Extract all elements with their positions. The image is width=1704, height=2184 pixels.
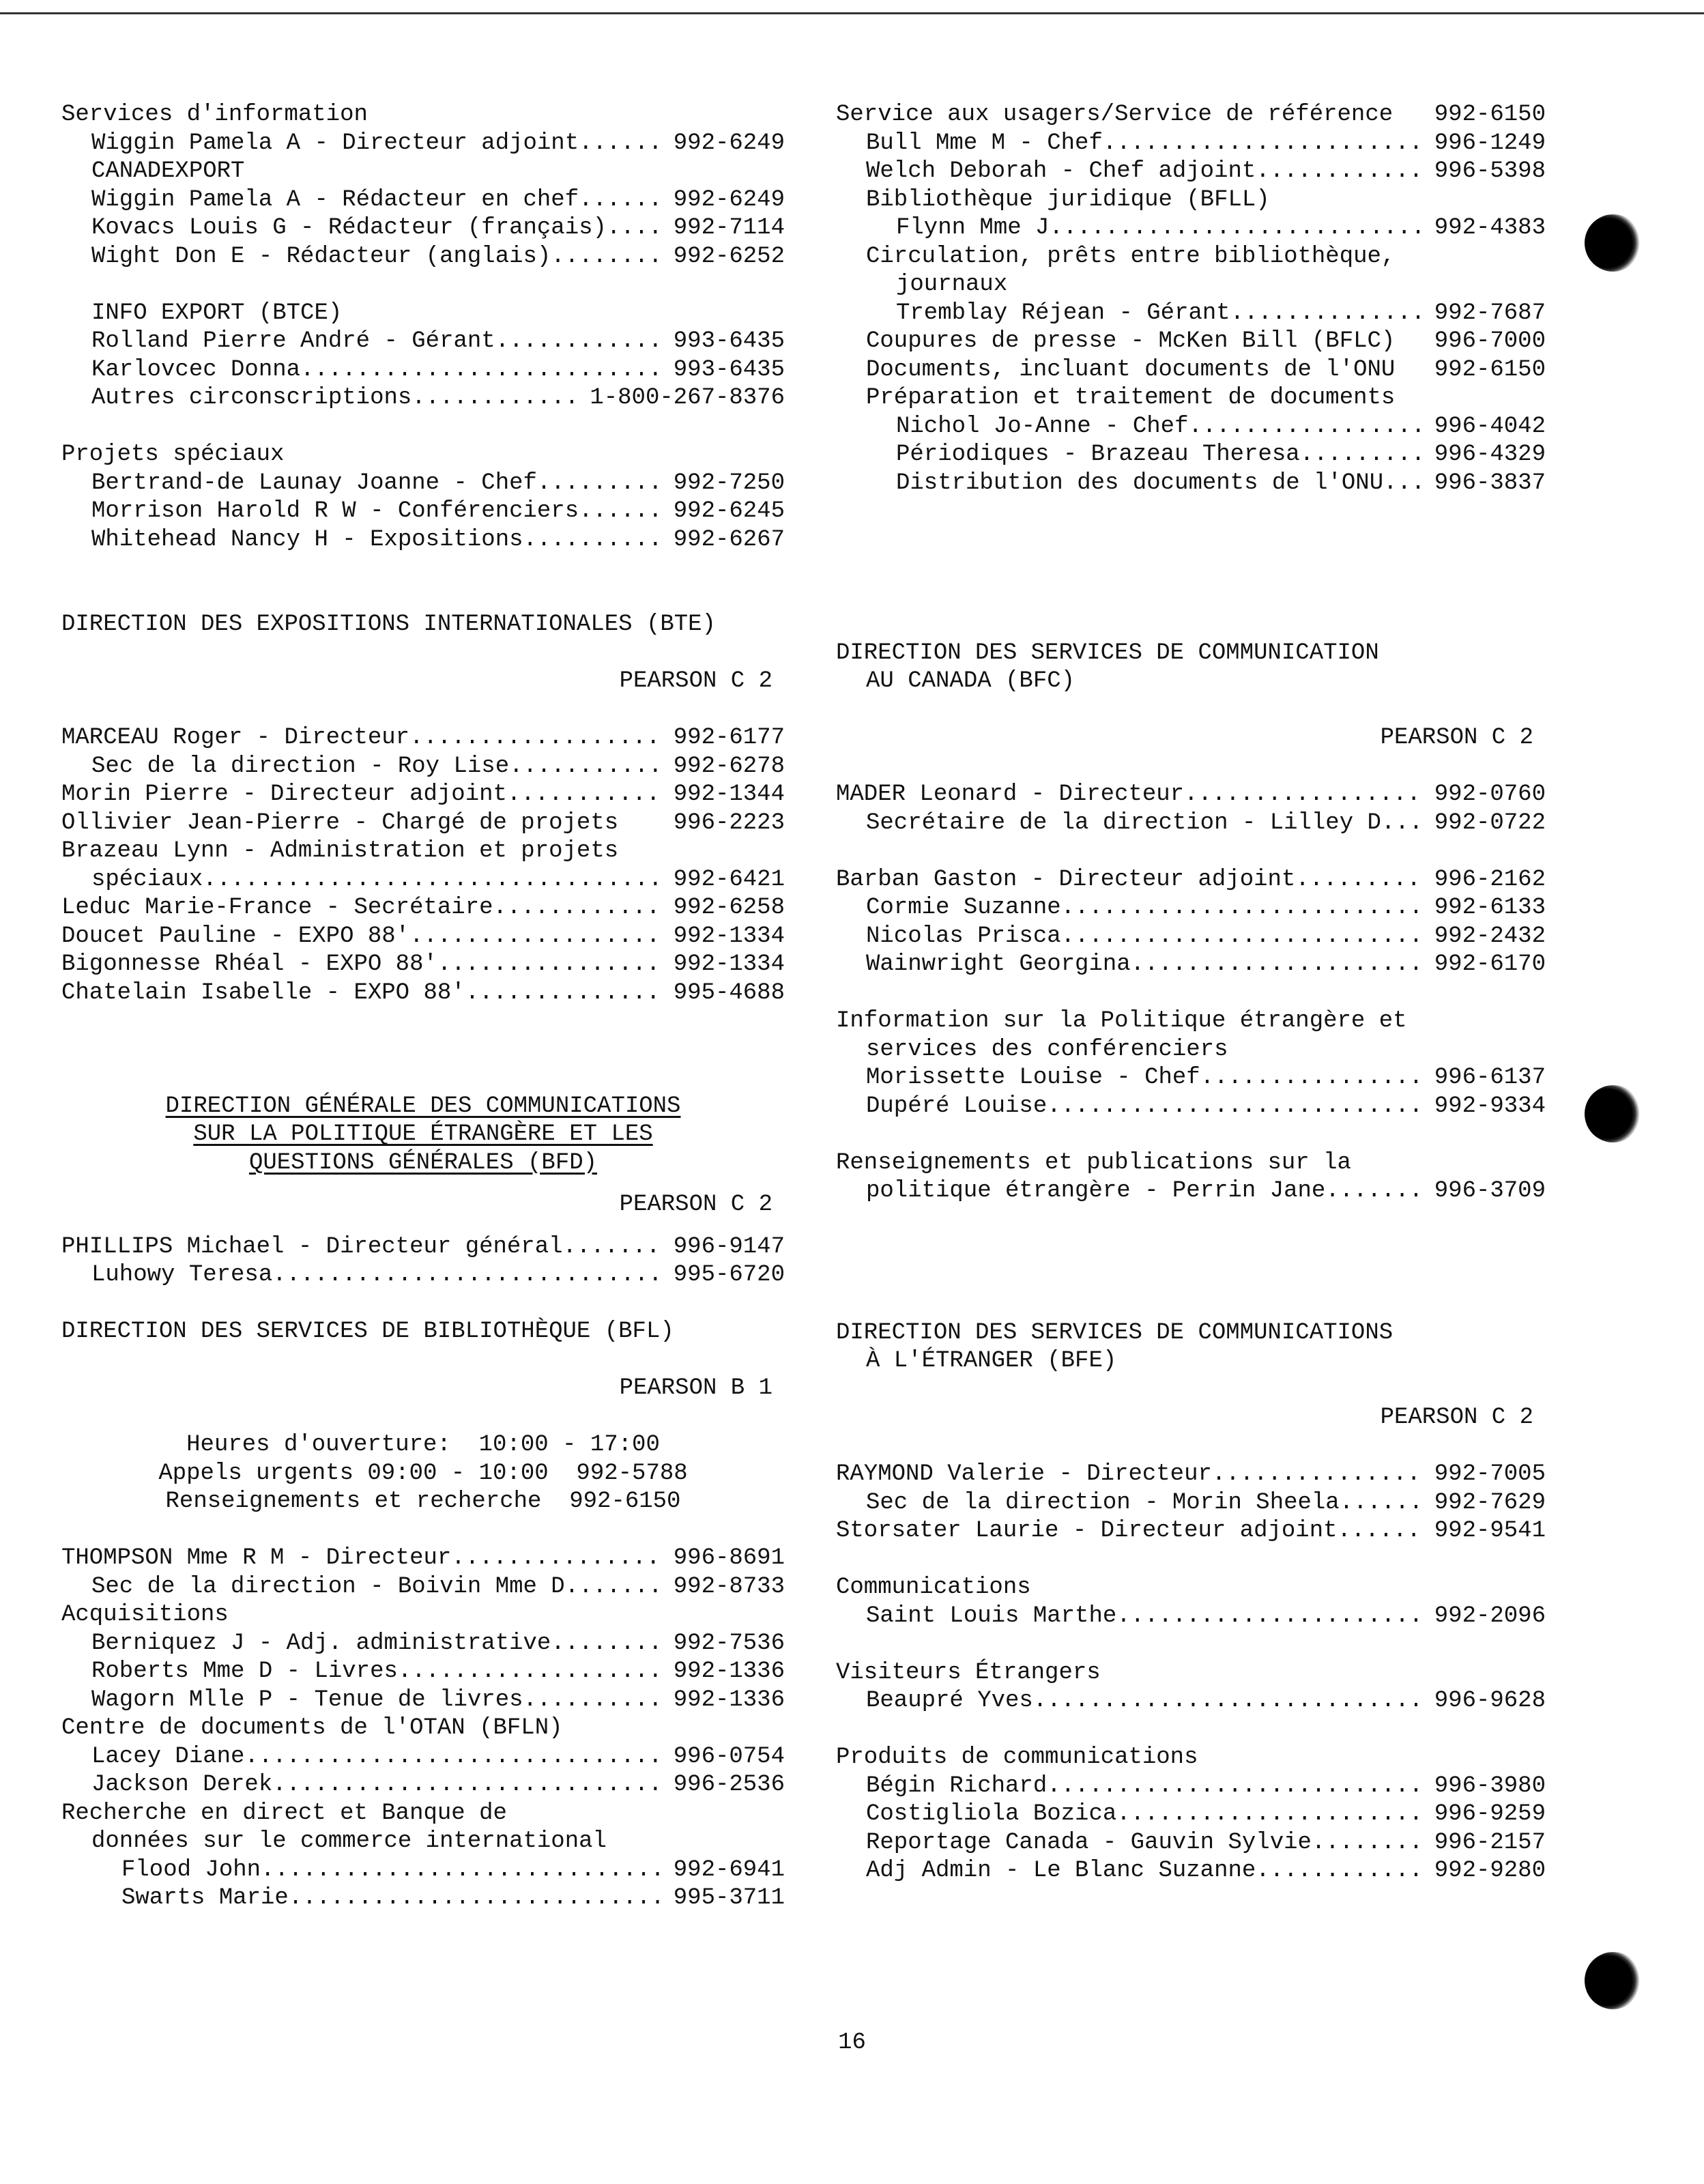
subsection-label: Circulation, prêts entre bibliothèque, — [866, 243, 1396, 270]
subsection-label: INFO EXPORT (BTCE) — [91, 300, 343, 326]
division-heading: DIRECTION DES SERVICES DE COMMUNICATION — [836, 640, 1379, 666]
directory-entry: Adj Admin - Le Blanc Suzanne ..... 992-9280 — [836, 1857, 1546, 1886]
subsection-label: Acquisitions — [61, 1602, 229, 1628]
directory-entry: Saint Louis Marthe ..... 992-2096 — [836, 1603, 1546, 1631]
directory-entry: Wiggin Pamela A - Directeur adjoint ..... 992-6249 — [61, 130, 785, 158]
subsection-label: journaux — [896, 272, 1008, 298]
directory-entry: Swarts Marie ..... 995-3711 — [61, 1884, 785, 1913]
subsection-label: Communications — [836, 1575, 1031, 1600]
directory-entry: RAYMOND Valerie - Directeur ..... 992-7005 — [836, 1461, 1546, 1489]
directory-entry: MARCEAU Roger - Directeur ..... 992-6177 — [61, 724, 785, 753]
subsection-label: Recherche en direct et Banque de — [61, 1800, 507, 1826]
directory-entry: Kovacs Louis G - Rédacteur (français) ..... 992-7114 — [61, 214, 785, 243]
directory-entry: Tremblay Réjean - Gérant ..... 992-7687 — [836, 300, 1546, 328]
top-rule — [0, 12, 1704, 14]
directory-entry: Sec de la direction - Roy Lise ..... 992-6278 — [61, 753, 785, 781]
section-heading: Projets spéciaux — [61, 442, 285, 468]
subsection-label: Visiteurs Étrangers — [836, 1659, 1101, 1686]
division-heading: SUR LA POLITIQUE ÉTRANGÈRE ET LES — [193, 1121, 653, 1147]
reference-text: Renseignements et recherche 992-6150 — [165, 1489, 681, 1514]
directory-entry: Karlovcec Donna ..... 993-6435 — [61, 356, 785, 385]
division-heading: DIRECTION DES SERVICES DE COMMUNICATIONS — [836, 1319, 1393, 1346]
building-label: PEARSON C 2 — [619, 668, 772, 694]
directory-entry: Autres circonscriptions ..... 1-800-267-8376 — [61, 384, 785, 413]
building-label: PEARSON C 2 — [619, 1192, 772, 1218]
directory-entry: Rolland Pierre André - Gérant ..... 993-6435 — [61, 328, 785, 356]
directory-entry: Documents, incluant documents de l'ONU 992-6150 — [866, 356, 1546, 383]
directory-entry: Roberts Mme D - Livres ..... 992-1336 — [61, 1658, 785, 1686]
directory-entry: Morissette Louise - Chef ..... 996-6137 — [836, 1064, 1546, 1093]
hours-text: Heures d'ouverture: 10:00 - 17:00 — [186, 1432, 660, 1458]
directory-entry: Doucet Pauline - EXPO 88' ..... 992-1334 — [61, 923, 785, 951]
right-column — [836, 101, 1546, 1886]
directory-entry: Wight Don E - Rédacteur (anglais) ..... 992-6252 — [61, 243, 785, 272]
directory-entry: Périodiques - Brazeau Theresa ..... 996-4329 — [836, 441, 1546, 470]
directory-entry: Barban Gaston - Directeur adjoint ..... 996-2162 — [836, 866, 1546, 895]
punch-hole — [1585, 1085, 1642, 1143]
directory-entry: Bégin Richard ..... 996-3980 — [836, 1772, 1546, 1801]
division-heading: DIRECTION DES SERVICES DE BIBLIOTHÈQUE (BFL) — [61, 1319, 674, 1345]
division-heading: DIRECTION GÉNÉRALE DES COMMUNICATIONS — [165, 1093, 681, 1119]
subsection-label: Produits de communications — [836, 1744, 1198, 1770]
directory-entry: Reportage Canada - Gauvin Sylvie ..... 996-2157 — [836, 1829, 1546, 1858]
directory-entry: Morin Pierre - Directeur adjoint ..... 992-1344 — [61, 781, 785, 809]
directory-entry: Flynn Mme J ..... 992-4383 — [836, 214, 1546, 243]
directory-entry: Wiggin Pamela A - Rédacteur en chef ..... 992-6249 — [61, 186, 785, 215]
subsection-label: Préparation et traitement de documents — [866, 385, 1396, 411]
directory-entry: Sec de la direction - Boivin Mme D ..... 992-8733 — [61, 1573, 785, 1602]
directory-entry: Nichol Jo-Anne - Chef ..... 996-4042 — [836, 413, 1546, 442]
directory-entry: Bigonnesse Rhéal - EXPO 88' ..... 992-1334 — [61, 951, 785, 979]
directory-entry: Lacey Diane ..... 996-0754 — [61, 1743, 785, 1772]
directory-entry: Leduc Marie-France - Secrétaire ..... 992-6258 — [61, 894, 785, 923]
directory-entry: Beaupré Yves ..... 996-9628 — [836, 1687, 1546, 1716]
division-heading: QUESTIONS GÉNÉRALES (BFD) — [248, 1149, 598, 1176]
directory-entry: PHILLIPS Michael - Directeur général ..... 996-9147 — [61, 1233, 785, 1262]
directory-entry: Distribution des documents de l'ONU ..... 996-3837 — [836, 470, 1546, 498]
directory-entry: Whitehead Nancy H - Expositions ..... 992-6267 — [61, 526, 785, 555]
directory-entry: Coupures de presse - McKen Bill (BFLC) 996-7000 — [866, 328, 1546, 354]
directory-entry: Secrétaire de la direction - Lilley D ..... 992-0722 — [836, 809, 1546, 838]
division-heading: À L'ÉTRANGER (BFE) — [866, 1348, 1117, 1374]
left-column — [61, 101, 785, 1913]
directory-entry: Sec de la direction - Morin Sheela ..... 992-7629 — [836, 1489, 1546, 1518]
subsection-label: Renseignements et publications sur la — [836, 1149, 1351, 1176]
directory-entry: Nicolas Prisca ..... 992-2432 — [836, 923, 1546, 951]
division-heading: AU CANADA (BFC) — [866, 668, 1075, 694]
punch-hole — [1585, 214, 1642, 272]
subsection-label: services des conférenciers — [866, 1036, 1228, 1063]
directory-entry: Welch Deborah - Chef adjoint ..... 996-5398 — [836, 158, 1546, 186]
subsection-label: Bibliothèque juridique (BFLL) — [866, 186, 1270, 213]
directory-entry: Jackson Derek ..... 996-2536 — [61, 1771, 785, 1800]
directory-entry: Costigliola Bozica ..... 996-9259 — [836, 1800, 1546, 1829]
punch-hole — [1585, 1952, 1642, 2009]
section-heading: Services d'information — [61, 102, 368, 128]
directory-entry: spéciaux ..... 992-6421 — [61, 866, 785, 895]
division-heading: DIRECTION DES EXPOSITIONS INTERNATIONALES (BTE) — [61, 612, 716, 637]
directory-entry: Ollivier Jean-Pierre - Chargé de projets 996-2223 — [61, 809, 785, 836]
urgent-calls-text: Appels urgents 09:00 - 10:00 992-5788 — [158, 1460, 688, 1486]
building-label: PEARSON C 2 — [1380, 1405, 1533, 1431]
directory-entry: Luhowy Teresa ..... 995-6720 — [61, 1261, 785, 1290]
directory-entry: Wagorn Mlle P - Tenue de livres ..... 992-1336 — [61, 1686, 785, 1715]
building-label: PEARSON B 1 — [619, 1375, 772, 1401]
directory-entry: Storsater Laurie - Directeur adjoint ..... 992-9541 — [836, 1517, 1546, 1546]
directory-entry: politique étrangère - Perrin Jane ..... 996-3709 — [836, 1177, 1546, 1206]
subsection-label: CANADEXPORT — [91, 158, 245, 184]
entry-text: Brazeau Lynn - Administration et projets — [61, 838, 619, 864]
directory-entry: Cormie Suzanne ..... 992-6133 — [836, 894, 1546, 923]
directory-entry: MADER Leonard - Directeur ..... 992-0760 — [836, 781, 1546, 809]
directory-entry: THOMPSON Mme R M - Directeur ..... 996-8691 — [61, 1544, 785, 1573]
directory-entry: Chatelain Isabelle - EXPO 88' ..... 995-4688 — [61, 979, 785, 1008]
directory-entry: Flood John ..... 992-6941 — [61, 1856, 785, 1885]
directory-entry: Bertrand-de Launay Joanne - Chef ..... 992-7250 — [61, 470, 785, 498]
directory-entry: Wainwright Georgina ..... 992-6170 — [836, 951, 1546, 979]
building-label: PEARSON C 2 — [1380, 725, 1533, 751]
directory-entry: Berniquez J - Adj. administrative ..... 992-7536 — [61, 1630, 785, 1658]
directory-entry: Dupéré Louise ..... 992-9334 — [836, 1093, 1546, 1121]
page-number: 16 — [838, 2030, 866, 2056]
subsection-label: Information sur la Politique étrangère et — [836, 1008, 1407, 1034]
directory-entry: Bull Mme M - Chef ..... 996-1249 — [836, 130, 1546, 158]
subsection-label: données sur le commerce international — [91, 1828, 607, 1854]
directory-entry: Morrison Harold R W - Conférenciers ..... 992-6245 — [61, 498, 785, 526]
subsection-label: Centre de documents de l'OTAN (BFLN) — [61, 1715, 563, 1741]
directory-entry: Service aux usagers/Service de référence 992-6150 — [836, 102, 1546, 128]
